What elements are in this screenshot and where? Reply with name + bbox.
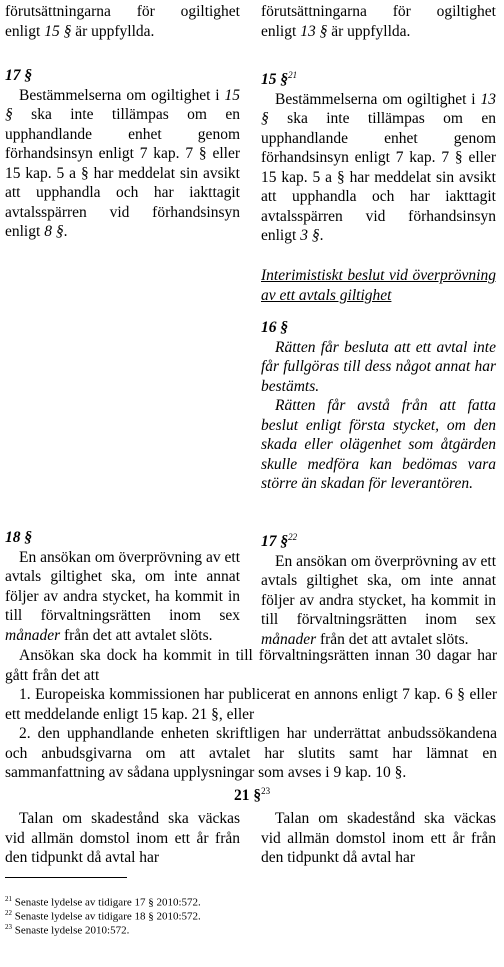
top-right-line2 (261, 22, 496, 42)
section-21-left (5, 809, 240, 868)
footnote-23-text: Senaste lydelse 2010:572. (12, 924, 130, 937)
sec15-right-end: . (319, 227, 324, 245)
section-16-para1: Rätten får besluta att ett avtal inte får fullgöras till dess något annat har bestämts. (261, 338, 496, 395)
sec17-left-pre: Bestämmelserna om ogiltighet i (19, 86, 225, 104)
sec17-left-ref2: 8 § (44, 223, 64, 240)
top-right-pre: enligt (261, 22, 301, 40)
top-left-post: är uppfyllda. (71, 22, 155, 40)
section-21-left-text: Talan om skadestånd ska väckas vid allmän domstol inom ett år från den tidpunkt då avtal har (5, 810, 240, 866)
section-17-text (5, 86, 240, 242)
sec17-right-post: från det att avtalet slöts. (316, 630, 469, 648)
sec18-left-em: månader (5, 626, 61, 644)
footnote-23-num: 23 (5, 923, 12, 931)
full-width-text (5, 646, 497, 783)
section-21-heading (0, 786, 504, 805)
sec15-heading-text: 15 § (261, 71, 289, 89)
section-15-right (261, 66, 496, 246)
sec15-right-ref1: 13 § (261, 90, 496, 128)
top-right-ref: 13 § (300, 22, 328, 40)
section-18-text (5, 548, 240, 646)
top-right-post: är uppfyllda. (327, 22, 411, 40)
top-right-line1: förutsättningarna för ogiltighet (261, 3, 496, 20)
section-17-heading: 17 § (5, 67, 33, 84)
section-17-left (5, 66, 240, 242)
footnote-21-text: Senaste lydelse av tidigare 17 § 2010:572. (12, 896, 201, 909)
top-right-text (261, 2, 496, 41)
footnote-ref-23[interactable]: 23 (261, 786, 271, 796)
sec18-left-pre: En ansökan om överprövning av ett avtals giltighet ska, om inte annat följer av andra stycket, ha kommit in till förvaltningsrätten inom sex (5, 548, 240, 624)
footnote-23 (5, 921, 129, 938)
sec15-right-pre: Bestämmelserna om ogiltighet i (275, 90, 481, 108)
interim-heading: Interimistiskt beslut vid överprövning av ett avtals giltighet (261, 267, 496, 304)
section-16-heading: 16 § (261, 319, 289, 336)
full-item2: 2. den upphandlande enheten skriftligen har underrättat anbudssökandena och anbudsgivarna om att avtalet har slutits samt har lämnat en sammanfattning av sådana upplysningar som avses i 9 kap. 10 §. (5, 725, 497, 781)
section-16-para2: Rätten får avstå från att fatta beslut enligt första stycket, om den skada eller olägenhet som åtgärden skulle medföra kan bedömas vara större än skadan för leverantören. (261, 397, 496, 492)
footnote-22-text: Senaste lydelse av tidigare 18 § 2010:572. (12, 910, 201, 923)
top-left-text (5, 2, 240, 41)
sec17-left-ref1: 15 § (5, 86, 240, 123)
section-18-left (5, 528, 240, 645)
section-21-right-text: Talan om skadestånd ska väckas vid allmän domstol inom ett år från den tidpunkt då avtal har (261, 810, 496, 866)
section-15-text (261, 90, 496, 246)
top-left-line1: förutsättningarna för ogiltighet (5, 3, 240, 20)
interim-section (261, 266, 496, 494)
footnote-ref-21[interactable]: 21 (288, 70, 298, 80)
sec18-left-post: från det att avtalet slöts. (60, 626, 213, 644)
section-17-right (261, 528, 496, 649)
sec15-right-ref2: 3 § (300, 227, 320, 245)
sec17-right-pre: En ansökan om överprövning av ett avtals giltighet ska, om inte annat följer av andra stycket, ha kommit in till förvaltningsrätten inom sex (261, 552, 496, 629)
footnote-21-num: 21 (5, 895, 12, 903)
sec15-right-mid: ska inte tillämpas om en upphandlande enhet genom förhandsinsyn enligt 7 kap. 7 § eller 15 kap. 5 a § har meddelat sin avsikt att upphandla och har iakttagit avtalsspärren vid förhandsinsyn enligt (261, 110, 496, 245)
top-left-pre: enligt (5, 22, 45, 40)
footnote-22-num: 22 (5, 909, 12, 917)
sec17-left-mid: ska inte tillämpas om en upphandlande enhet genom förhandsinsyn enligt 7 kap. 7 § eller 15 kap. 5 a § har meddelat sin avsikt att upphandla och har iakttagit avtalsspärren vid förhandsinsyn enligt (5, 106, 240, 240)
sec17-right-em: månader (261, 630, 317, 648)
footnote-divider (5, 877, 127, 878)
sec17-right-heading-text: 17 § (261, 533, 289, 551)
section-21-right (261, 809, 496, 868)
full-item1: 1. Europeiska kommissionen har publicerat en annons enligt 7 kap. 6 § eller ett meddelande enligt 15 kap. 21 §, eller (5, 686, 497, 723)
section-17-right-text (261, 552, 496, 650)
top-left-ref: 15 § (44, 22, 72, 40)
section-18-heading: 18 § (5, 529, 33, 546)
full-para1: Ansökan ska dock ha kommit in till förvaltningsrätten innan 30 dagar har gått från det att (5, 647, 497, 684)
sec21-heading-text: 21 § (233, 787, 262, 805)
footnote-ref-22[interactable]: 22 (288, 532, 298, 542)
top-left-line2 (5, 22, 240, 42)
section-15-heading (261, 66, 496, 90)
section-17-right-heading (261, 528, 496, 552)
sec17-left-end: . (63, 223, 68, 240)
